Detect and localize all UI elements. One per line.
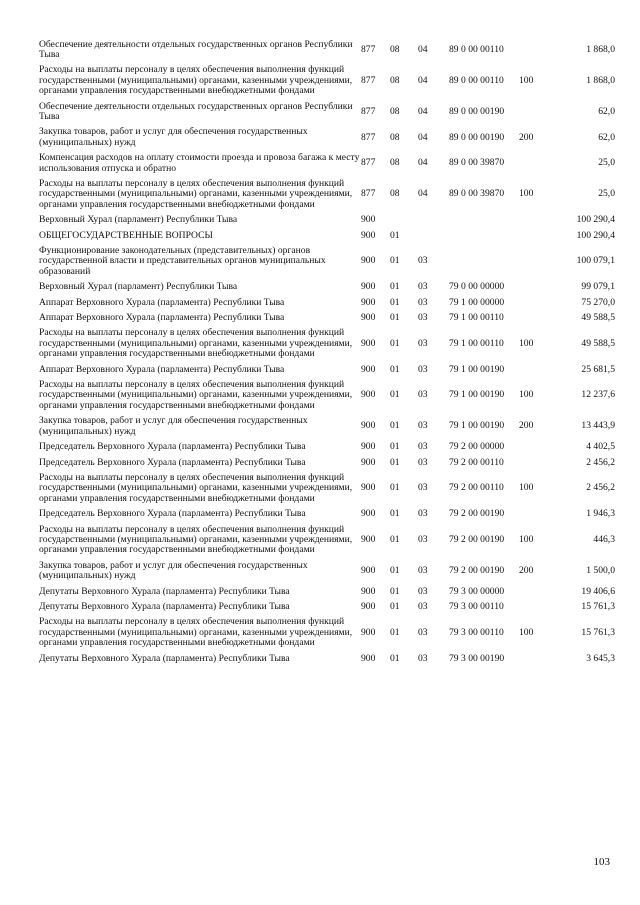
table-row <box>39 651 615 666</box>
subsection-code: 04 <box>418 43 428 55</box>
department-code: 900 <box>361 600 376 612</box>
department-code: 900 <box>361 533 376 545</box>
section-code: 08 <box>390 131 400 143</box>
amount: 1 868,0 <box>586 74 615 86</box>
row-name: Аппарат Верховного Хурала (парламента) Республики Тыва <box>39 296 285 308</box>
section-code: 01 <box>390 508 400 520</box>
amount: 75 270,0 <box>581 296 615 308</box>
expense-type-code: 100 <box>519 337 534 349</box>
target-article-code: 79 1 00 00190 <box>449 389 505 401</box>
row-name: Верховный Хурал (парламент) Республики Тыва <box>39 214 238 226</box>
section-code: 01 <box>390 564 400 576</box>
target-article-code: 79 2 00 00110 <box>449 456 504 468</box>
target-article-code <box>449 228 519 243</box>
amount: 100 290,4 <box>576 214 615 226</box>
subsection-code <box>418 228 449 243</box>
target-article-code: 79 3 00 00190 <box>449 652 505 664</box>
subsection-code: 03 <box>418 337 428 349</box>
subsection-code: 03 <box>418 564 428 576</box>
section-code: 01 <box>390 255 400 267</box>
department-code: 900 <box>361 441 376 453</box>
subsection-code: 03 <box>418 508 428 520</box>
subsection-code: 03 <box>418 420 428 432</box>
subsection-code: 03 <box>418 281 428 293</box>
target-article-code: 79 1 00 00110 <box>449 337 504 349</box>
target-article-code: 79 3 00 00110 <box>449 600 504 612</box>
amount: 100 079,1 <box>576 255 615 267</box>
expense-type-code <box>519 295 549 310</box>
amount: 62,0 <box>598 131 615 143</box>
amount: 49 588,5 <box>581 312 615 324</box>
target-article-code: 79 1 00 00190 <box>449 363 505 375</box>
department-code: 877 <box>361 105 376 117</box>
table-row <box>39 176 615 212</box>
row-name: Расходы на выплаты персоналу в целях обеспечения выполнения функций государственными (муниципальными) органами, казенными учреждениями, органами управления государственными внебюджетными фондами <box>39 523 353 556</box>
row-name: ОБЩЕГОСУДАРСТВЕННЫЕ ВОПРОСЫ <box>39 229 213 241</box>
subsection-code: 03 <box>418 363 428 375</box>
department-code: 900 <box>361 482 376 494</box>
section-code: 01 <box>390 296 400 308</box>
row-name: Компенсация расходов на оплату стоимости проезда и провоза багажа к месту использования отпуска и обратно <box>39 152 360 174</box>
expense-type-code: 200 <box>519 564 534 576</box>
subsection-code: 03 <box>418 585 428 597</box>
department-code: 900 <box>361 564 376 576</box>
target-article-code: 89 0 00 39870 <box>449 188 505 200</box>
section-code: 01 <box>390 281 400 293</box>
table-row <box>39 213 615 228</box>
amount: 446,3 <box>593 533 615 545</box>
expense-type-code <box>519 362 549 377</box>
table-row <box>39 584 615 599</box>
target-article-code: 79 2 00 00110 <box>449 482 504 494</box>
subsection-code: 03 <box>418 456 428 468</box>
amount: 99 079,1 <box>581 281 615 293</box>
table-row <box>39 440 615 455</box>
target-article-code: 79 2 00 00000 <box>449 441 505 453</box>
table-row <box>39 522 615 558</box>
section-code: 01 <box>390 482 400 494</box>
expense-type-code <box>519 228 549 243</box>
section-code: 01 <box>390 626 400 638</box>
section-code: 01 <box>390 363 400 375</box>
section-code: 08 <box>390 74 400 86</box>
department-code: 900 <box>361 363 376 375</box>
row-name: Расходы на выплаты персоналу в целях обеспечения выполнения функций государственными (муниципальными) органами, казенными учреждениями, органами управления государственными внебюджетными фондами <box>39 616 353 649</box>
expense-type-code <box>519 440 549 455</box>
department-code: 877 <box>361 188 376 200</box>
row-name: Верховный Хурал (парламент) Республики Тыва <box>39 281 238 293</box>
row-name: Председатель Верховного Хурала (парламента) Республики Тыва <box>39 508 306 520</box>
section-code: 08 <box>390 157 400 169</box>
table-row <box>39 507 615 522</box>
amount: 2 456,2 <box>586 456 615 468</box>
department-code: 900 <box>361 585 376 597</box>
table-row <box>39 311 615 326</box>
section-code: 01 <box>390 652 400 664</box>
department-code: 900 <box>361 626 376 638</box>
expense-type-code <box>519 37 549 63</box>
expense-type-code <box>519 651 549 666</box>
subsection-code: 04 <box>418 157 428 169</box>
target-article-code: 89 0 00 00190 <box>449 131 505 143</box>
amount: 25,0 <box>598 157 615 169</box>
amount: 2 456,2 <box>586 482 615 494</box>
subsection-code: 04 <box>418 74 428 86</box>
budget-table-body <box>39 37 615 667</box>
subsection-code: 04 <box>418 131 428 143</box>
expense-type-code: 100 <box>519 188 534 200</box>
section-code: 01 <box>390 585 400 597</box>
target-article-code: 79 2 00 00190 <box>449 564 505 576</box>
table-row <box>39 280 615 295</box>
amount: 62,0 <box>598 105 615 117</box>
target-article-code: 89 0 00 39870 <box>449 157 505 169</box>
row-name: Функционирование законодательных (представительных) органов государственной власти и представительных органов муниципальных образований <box>39 245 326 277</box>
table-row <box>39 599 615 614</box>
expense-type-code <box>519 599 549 614</box>
table-row <box>39 125 615 151</box>
expense-type-code <box>519 244 549 280</box>
amount: 13 443,9 <box>581 420 615 432</box>
row-name: Аппарат Верховного Хурала (парламента) Республики Тыва <box>39 312 285 324</box>
department-code: 900 <box>361 337 376 349</box>
section-code: 01 <box>390 229 400 241</box>
amount: 100 290,4 <box>576 229 615 241</box>
target-article-code: 79 1 00 00110 <box>449 312 504 324</box>
target-article-code <box>449 213 519 228</box>
department-code: 900 <box>361 255 376 267</box>
table-row <box>39 455 615 470</box>
table-row <box>39 326 615 362</box>
department-code: 900 <box>361 214 376 226</box>
target-article-code: 89 0 00 00190 <box>449 105 505 117</box>
table-row <box>39 414 615 440</box>
target-article-code: 89 0 00 00110 <box>449 74 504 86</box>
department-code: 900 <box>361 281 376 293</box>
amount: 1 500,0 <box>586 564 615 576</box>
amount: 25 681,5 <box>581 363 615 375</box>
table-row <box>39 615 615 651</box>
row-name: Председатель Верховного Хурала (парламента) Республики Тыва <box>39 456 306 468</box>
subsection-code: 03 <box>418 533 428 545</box>
row-name: Расходы на выплаты персоналу в целях обеспечения выполнения функций государственными (муниципальными) органами, казенными учреждениями, органами управления государственными внебюджетными фондами <box>39 64 353 97</box>
section-code: 08 <box>390 105 400 117</box>
section-code: 01 <box>390 337 400 349</box>
target-article-code: 79 1 00 00190 <box>449 420 505 432</box>
expense-type-code <box>519 151 549 177</box>
expense-type-code <box>519 280 549 295</box>
target-article-code: 79 3 00 00000 <box>449 585 505 597</box>
subsection-code: 03 <box>418 255 428 267</box>
row-name: Расходы на выплаты персоналу в целях обеспечения выполнения функций государственными (муниципальными) органами, казенными учреждениями, органами управления государственными внебюджетными фондами <box>39 327 353 360</box>
section-code: 08 <box>390 43 400 55</box>
table-row <box>39 37 615 63</box>
section-code: 01 <box>390 456 400 468</box>
expense-type-code <box>519 99 549 125</box>
subsection-code: 03 <box>418 652 428 664</box>
amount: 1 868,0 <box>586 43 615 55</box>
section-code <box>390 213 418 228</box>
amount: 15 761,3 <box>581 626 615 638</box>
table-row <box>39 362 615 377</box>
table-row <box>39 151 615 177</box>
amount: 19 406,6 <box>581 585 615 597</box>
table-row <box>39 558 615 584</box>
subsection-code: 03 <box>418 600 428 612</box>
section-code: 01 <box>390 533 400 545</box>
expense-type-code <box>519 311 549 326</box>
expense-type-code: 100 <box>519 74 534 86</box>
department-code: 877 <box>361 157 376 169</box>
budget-table <box>39 37 615 667</box>
subsection-code: 04 <box>418 188 428 200</box>
target-article-code: 89 0 00 00110 <box>449 43 504 55</box>
table-row <box>39 295 615 310</box>
department-code: 900 <box>361 296 376 308</box>
page-number: 103 <box>593 856 610 868</box>
table-row <box>39 99 615 125</box>
expense-type-code: 100 <box>519 482 534 494</box>
subsection-code: 03 <box>418 482 428 494</box>
section-code: 01 <box>390 441 400 453</box>
target-article-code: 79 2 00 00190 <box>449 533 505 545</box>
amount: 25,0 <box>598 188 615 200</box>
subsection-code: 03 <box>418 441 428 453</box>
expense-type-code: 100 <box>519 626 534 638</box>
expense-type-code: 100 <box>519 389 534 401</box>
row-name: Обеспечение деятельности отдельных государственных органов Республики Тыва <box>39 38 353 60</box>
target-article-code: 79 1 00 00000 <box>449 296 505 308</box>
amount: 4 402,5 <box>586 441 615 453</box>
expense-type-code: 200 <box>519 420 534 432</box>
department-code: 900 <box>361 389 376 401</box>
subsection-code: 03 <box>418 626 428 638</box>
target-article-code: 79 0 00 00000 <box>449 281 505 293</box>
expense-type-code: 200 <box>519 131 534 143</box>
amount: 49 588,5 <box>581 337 615 349</box>
row-name: Закупка товаров, работ и услуг для обеспечения государственных (муниципальных) нужд <box>39 415 308 437</box>
row-name: Председатель Верховного Хурала (парламента) Республики Тыва <box>39 441 306 453</box>
target-article-code: 79 2 00 00190 <box>449 508 505 520</box>
amount: 15 761,3 <box>581 600 615 612</box>
department-code: 877 <box>361 74 376 86</box>
table-row <box>39 63 615 99</box>
target-article-code <box>449 244 519 280</box>
table-row <box>39 244 615 280</box>
section-code: 08 <box>390 188 400 200</box>
section-code: 01 <box>390 420 400 432</box>
expense-type-code: 100 <box>519 533 534 545</box>
department-code: 900 <box>361 229 376 241</box>
row-name: Депутаты Верховного Хурала (парламента) Республики Тыва <box>39 600 290 612</box>
row-name: Закупка товаров, работ и услуг для обеспечения государственных (муниципальных) нужд <box>39 559 308 582</box>
row-name: Расходы на выплаты персоналу в целях обеспечения выполнения функций государственными (муниципальными) органами, казенными учреждениями, органами управления государственными внебюджетными фондами <box>39 177 353 210</box>
expense-type-code <box>519 213 549 228</box>
department-code: 900 <box>361 652 376 664</box>
row-name: Депутаты Верховного Хурала (парламента) Республики Тыва <box>39 652 290 664</box>
table-row <box>39 228 615 243</box>
row-name: Обеспечение деятельности отдельных государственных органов Республики Тыва <box>39 100 353 122</box>
section-code: 01 <box>390 312 400 324</box>
department-code: 900 <box>361 508 376 520</box>
amount: 12 237,6 <box>581 389 615 401</box>
row-name: Расходы на выплаты персоналу в целях обеспечения выполнения функций государственными (муниципальными) органами, казенными учреждениями, органами управления государственными внебюджетными фондами <box>39 471 353 504</box>
expense-type-code <box>519 455 549 470</box>
department-code: 877 <box>361 43 376 55</box>
department-code: 877 <box>361 131 376 143</box>
amount: 1 946,3 <box>586 508 615 520</box>
row-name: Аппарат Верховного Хурала (парламента) Республики Тыва <box>39 363 285 375</box>
department-code: 900 <box>361 312 376 324</box>
table-row <box>39 470 615 506</box>
department-code: 900 <box>361 420 376 432</box>
row-name: Депутаты Верховного Хурала (парламента) Республики Тыва <box>39 585 290 597</box>
subsection-code: 04 <box>418 105 428 117</box>
section-code: 01 <box>390 389 400 401</box>
row-name: Закупка товаров, работ и услуг для обеспечения государственных (муниципальных) нужд <box>39 126 308 148</box>
row-name: Расходы на выплаты персоналу в целях обеспечения выполнения функций государственными (муниципальными) органами, казенными учреждениями, органами управления государственными внебюджетными фондами <box>39 379 353 411</box>
expense-type-code <box>519 584 549 599</box>
subsection-code <box>418 213 449 228</box>
target-article-code: 79 3 00 00110 <box>449 626 504 638</box>
table-row <box>39 378 615 414</box>
department-code: 900 <box>361 456 376 468</box>
section-code: 01 <box>390 600 400 612</box>
subsection-code: 03 <box>418 389 428 401</box>
subsection-code: 03 <box>418 312 428 324</box>
amount: 3 645,3 <box>586 652 615 664</box>
expense-type-code <box>519 507 549 522</box>
subsection-code: 03 <box>418 296 428 308</box>
